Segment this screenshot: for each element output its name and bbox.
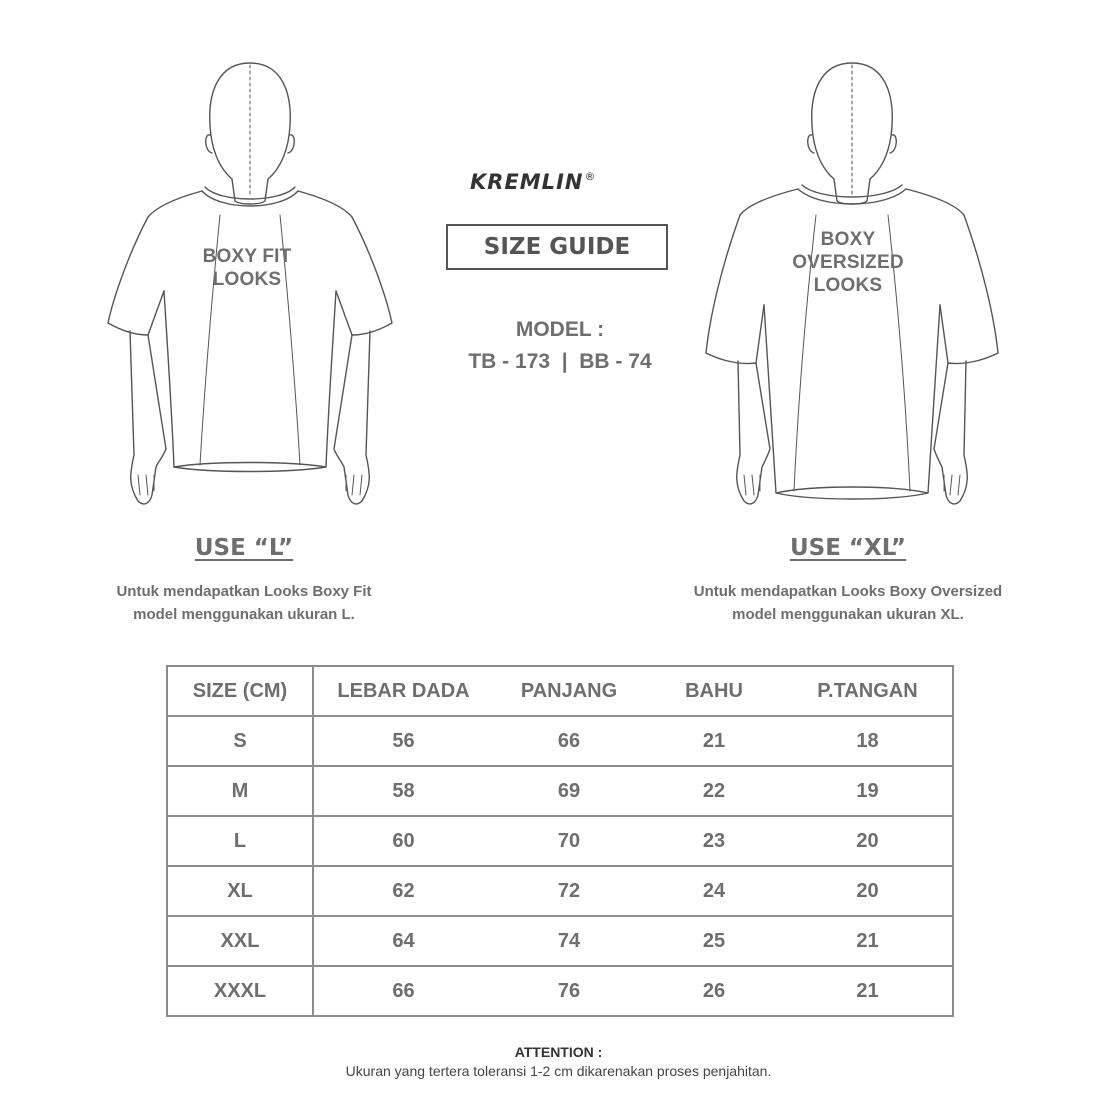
table-header-row (167, 666, 953, 716)
size-table (166, 665, 954, 1017)
table-cell: 18 (783, 716, 953, 766)
table-row (167, 866, 953, 916)
table-cell: 22 (645, 766, 783, 816)
shirt-label-line: BOXY (820, 229, 876, 250)
table-row (167, 766, 953, 816)
brand-name: KREMLIN (470, 170, 584, 194)
table-row (167, 916, 953, 966)
table-cell: 58 (313, 766, 493, 816)
description-line: Untuk mendapatkan Looks Boxy Oversized (693, 583, 1003, 600)
attention-text: Ukuran yang tertera toleransi 1-2 cm dikarenakan proses penjahitan. (345, 1063, 772, 1079)
attention-title: ATTENTION : (514, 1044, 603, 1060)
shirt-label-line: OVERSIZED (792, 252, 904, 273)
table-cell: 66 (493, 716, 645, 766)
table-cell: 62 (313, 866, 493, 916)
table-cell: 21 (783, 966, 953, 1016)
table-cell: 66 (313, 966, 493, 1016)
right-description (668, 580, 1028, 626)
column-header-bahu: BAHU (645, 666, 783, 716)
table-cell: 20 (783, 866, 953, 916)
table-cell: 24 (645, 866, 783, 916)
table-cell: 70 (493, 816, 645, 866)
shirt-label-line: LOOKS (813, 275, 883, 296)
registered-mark: ® (584, 170, 597, 183)
table-cell: 19 (783, 766, 953, 816)
table-cell: 25 (645, 916, 783, 966)
table-cell: 72 (493, 866, 645, 916)
column-header-p-tangan: P.TANGAN (783, 666, 953, 716)
size-cell: L (167, 816, 313, 866)
table-cell: 76 (493, 966, 645, 1016)
left-use-size-label: USE “L” (194, 535, 294, 561)
table-cell: 23 (645, 816, 783, 866)
boxy-fit-shirt-label (172, 245, 322, 291)
table-row (167, 816, 953, 866)
size-cell: XXL (167, 916, 313, 966)
model-label: MODEL : (515, 318, 605, 341)
table-cell: 26 (645, 966, 783, 1016)
table-cell: 74 (493, 916, 645, 966)
brand-logo (470, 170, 650, 194)
boxy-oversized-shirt-label (773, 228, 923, 297)
table-cell: 21 (645, 716, 783, 766)
table-cell: 21 (783, 916, 953, 966)
column-header-panjang: PANJANG (493, 666, 645, 716)
table-row (167, 966, 953, 1016)
size-cell: M (167, 766, 313, 816)
table-cell: 60 (313, 816, 493, 866)
description-line: model menggunakan ukuran XL. (732, 606, 964, 623)
column-header-size: SIZE (CM) (167, 666, 313, 716)
table-cell: 64 (313, 916, 493, 966)
table-cell: 56 (313, 716, 493, 766)
shirt-label-line: LOOKS (212, 269, 282, 290)
size-cell: XL (167, 866, 313, 916)
left-description (64, 580, 424, 626)
description-line: Untuk mendapatkan Looks Boxy Fit (116, 583, 372, 600)
page-title: SIZE GUIDE (446, 224, 668, 270)
table-cell: 69 (493, 766, 645, 816)
description-line: model menggunakan ukuran L. (133, 606, 355, 623)
size-cell: XXXL (167, 966, 313, 1016)
size-cell: S (167, 716, 313, 766)
table-cell: 20 (783, 816, 953, 866)
shirt-label-line: BOXY FIT (202, 246, 292, 267)
column-header-lebar-dada: LEBAR DADA (313, 666, 493, 716)
table-row (167, 716, 953, 766)
model-stats: TB - 173 | BB - 74 (468, 350, 652, 373)
right-use-size-label: USE “XL” (789, 535, 907, 561)
